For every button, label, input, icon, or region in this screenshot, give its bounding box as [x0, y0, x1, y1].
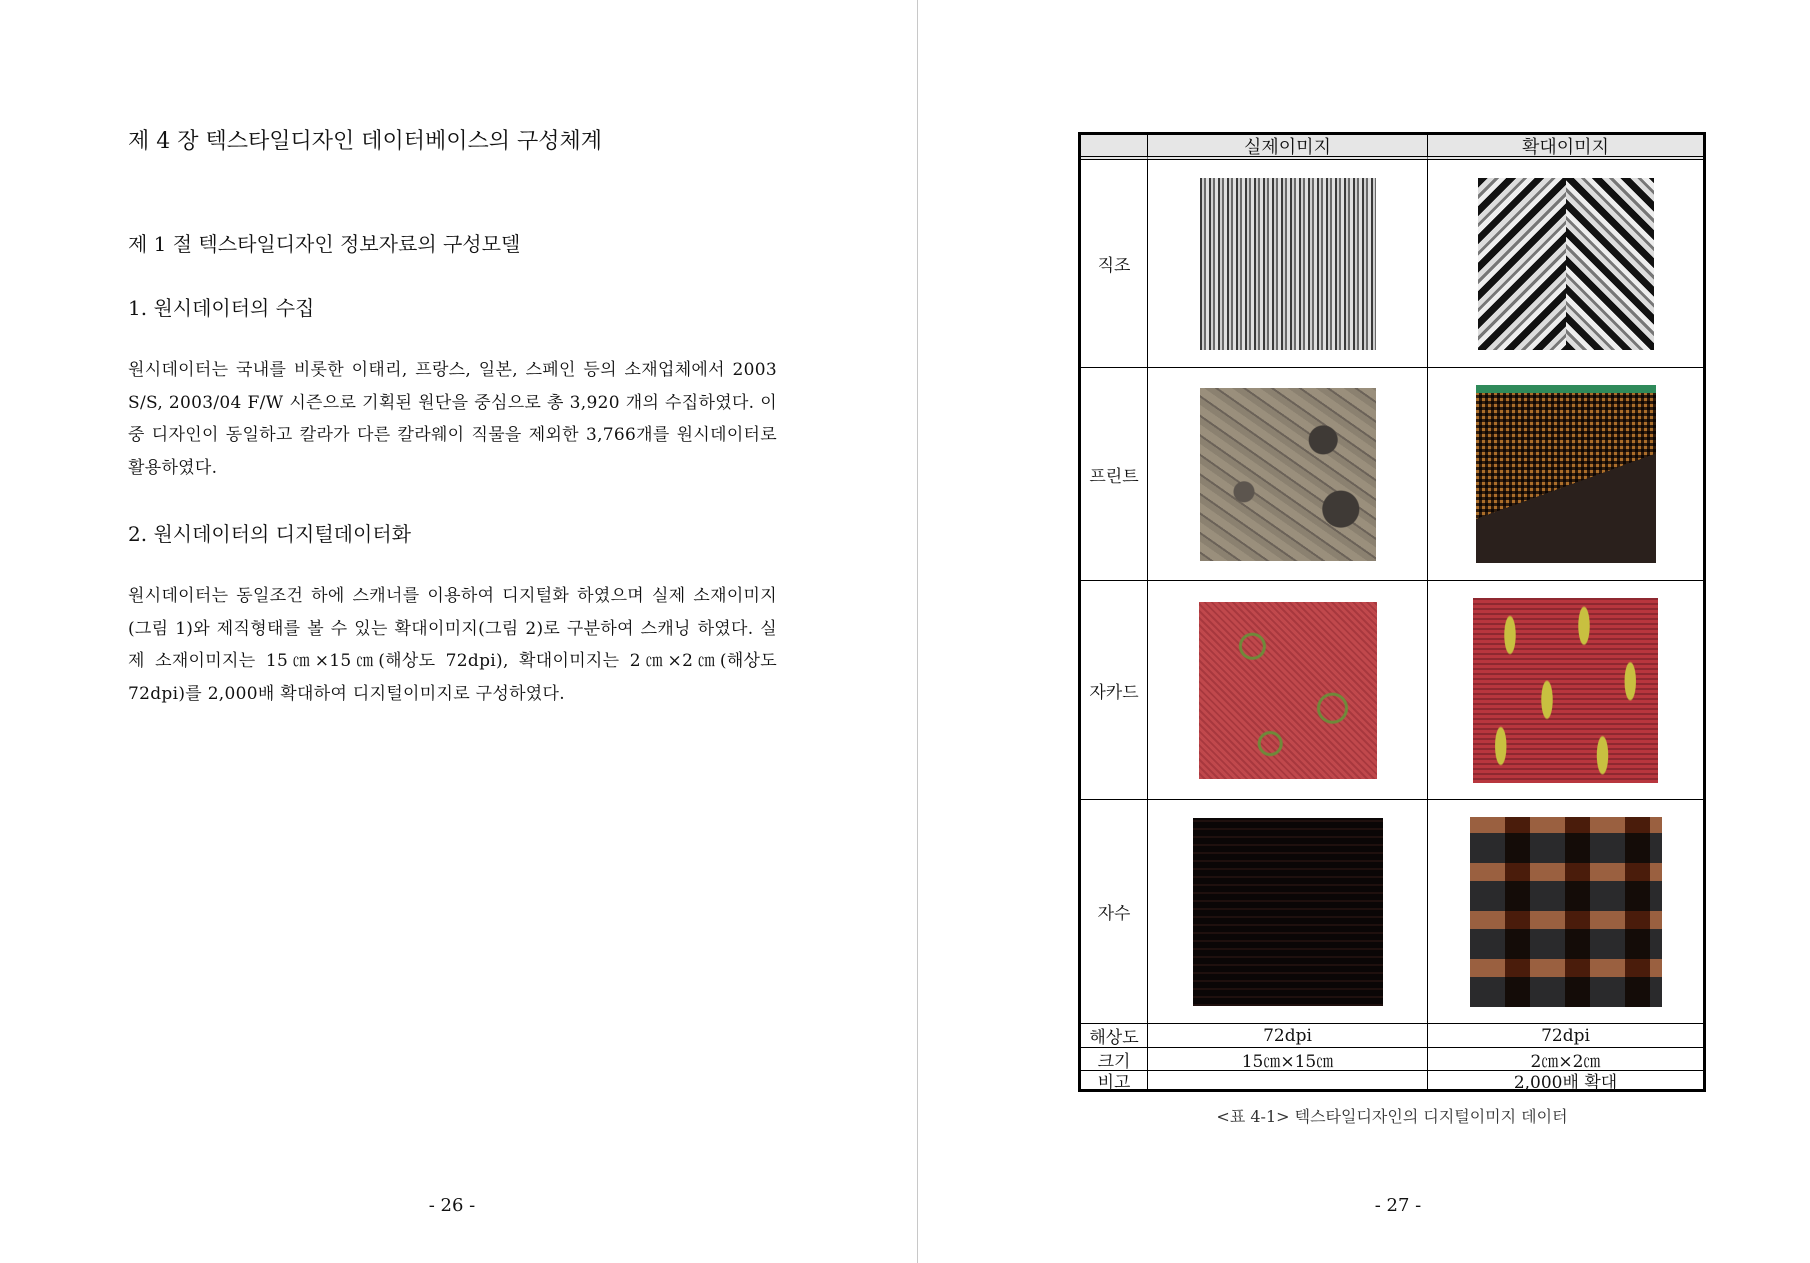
- page-number-left: - 26 -: [428, 1195, 476, 1216]
- size-enlarged: 2㎝×2㎝: [1428, 1048, 1703, 1071]
- row-label-embroidery: 자수: [1081, 800, 1148, 1024]
- jacquard-enlarged-cell: [1428, 581, 1703, 800]
- weave-enlarged-cell: [1428, 160, 1703, 368]
- print-enlarged-image: [1476, 385, 1656, 563]
- chapter-title: 제 4 장 텍스타일디자인 데이터베이스의 구성체계: [128, 129, 603, 154]
- row-label-size: 크기: [1081, 1048, 1148, 1071]
- page-divider: [917, 0, 918, 1263]
- header-corner: [1081, 135, 1148, 160]
- weave-enlarged-image: [1478, 178, 1654, 350]
- section-title: 제 1 절 텍스타일디자인 정보자료의 구성모델: [128, 232, 521, 256]
- note-enlarged: 2,000배 확대: [1513, 1072, 1618, 1093]
- header-actual-image: 실제이미지: [1148, 135, 1428, 160]
- row-label-resolution: 해상도: [1081, 1024, 1148, 1048]
- table-caption: <표 4-1> 텍스타일디자인의 디지털이미지 데이터: [1216, 1107, 1568, 1126]
- page-number-right: - 27 -: [1374, 1195, 1422, 1216]
- row-label-note: 비고: [1081, 1071, 1148, 1089]
- row-label-weave: 직조: [1081, 160, 1148, 368]
- subsection-title-1: 1. 원시데이터의 수집: [128, 296, 315, 320]
- subsection-title-2: 2. 원시데이터의 디지털데이터화: [128, 522, 411, 546]
- weave-actual-image: [1200, 178, 1376, 350]
- paragraph-2: 원시데이터는 동일조건 하에 스캐너를 이용하여 디지털화 하였으며 실제 소재이미지(그림 1)와 제직형태를 볼 수 있는 확대이미지(그림 2)로 구분하여 스캐닝 하였다. 실제 소재이미지는 15㎝×15㎝(해상도 72dpi), 확대이미지는 2㎝×2㎝(해상도 72dpi)를 2,000배 확대하여 디지털이미지로 구성하였다.: [128, 586, 777, 704]
- note-actual: [1148, 1071, 1428, 1089]
- embroidery-enlarged-image: [1470, 817, 1662, 1007]
- weave-actual-cell: [1148, 160, 1428, 368]
- jacquard-actual-cell: [1148, 581, 1428, 800]
- jacquard-enlarged-image: [1473, 598, 1658, 783]
- resolution-enlarged: 72dpi: [1428, 1024, 1703, 1048]
- size-actual: 15㎝×15㎝: [1148, 1048, 1428, 1071]
- paragraph-1: 원시데이터는 국내를 비롯한 이태리, 프랑스, 일본, 스페인 등의 소재업체에서 2003 S/S, 2003/04 F/W 시즌으로 기획된 원단을 중심으로 총 3,920 개의 수집하였다. 이 중 디자인이 동일하고 칼라가 다른 칼라웨이 직물을 제외한 3,766개를 원시데이터로 활용하였다.: [128, 360, 777, 478]
- resolution-actual: 72dpi: [1148, 1024, 1428, 1048]
- print-actual-cell: [1148, 368, 1428, 581]
- embroidery-actual-image: [1193, 818, 1383, 1006]
- jacquard-actual-image: [1199, 602, 1377, 779]
- embroidery-enlarged-cell: [1428, 800, 1703, 1024]
- header-enlarged-image: 확대이미지: [1428, 135, 1703, 160]
- print-actual-image: [1200, 388, 1376, 561]
- textile-image-table: [1078, 132, 1706, 1092]
- row-label-print: 프린트: [1081, 368, 1148, 581]
- print-enlarged-cell: [1428, 368, 1703, 581]
- row-label-jacquard: 자카드: [1081, 581, 1148, 800]
- embroidery-actual-cell: [1148, 800, 1428, 1024]
